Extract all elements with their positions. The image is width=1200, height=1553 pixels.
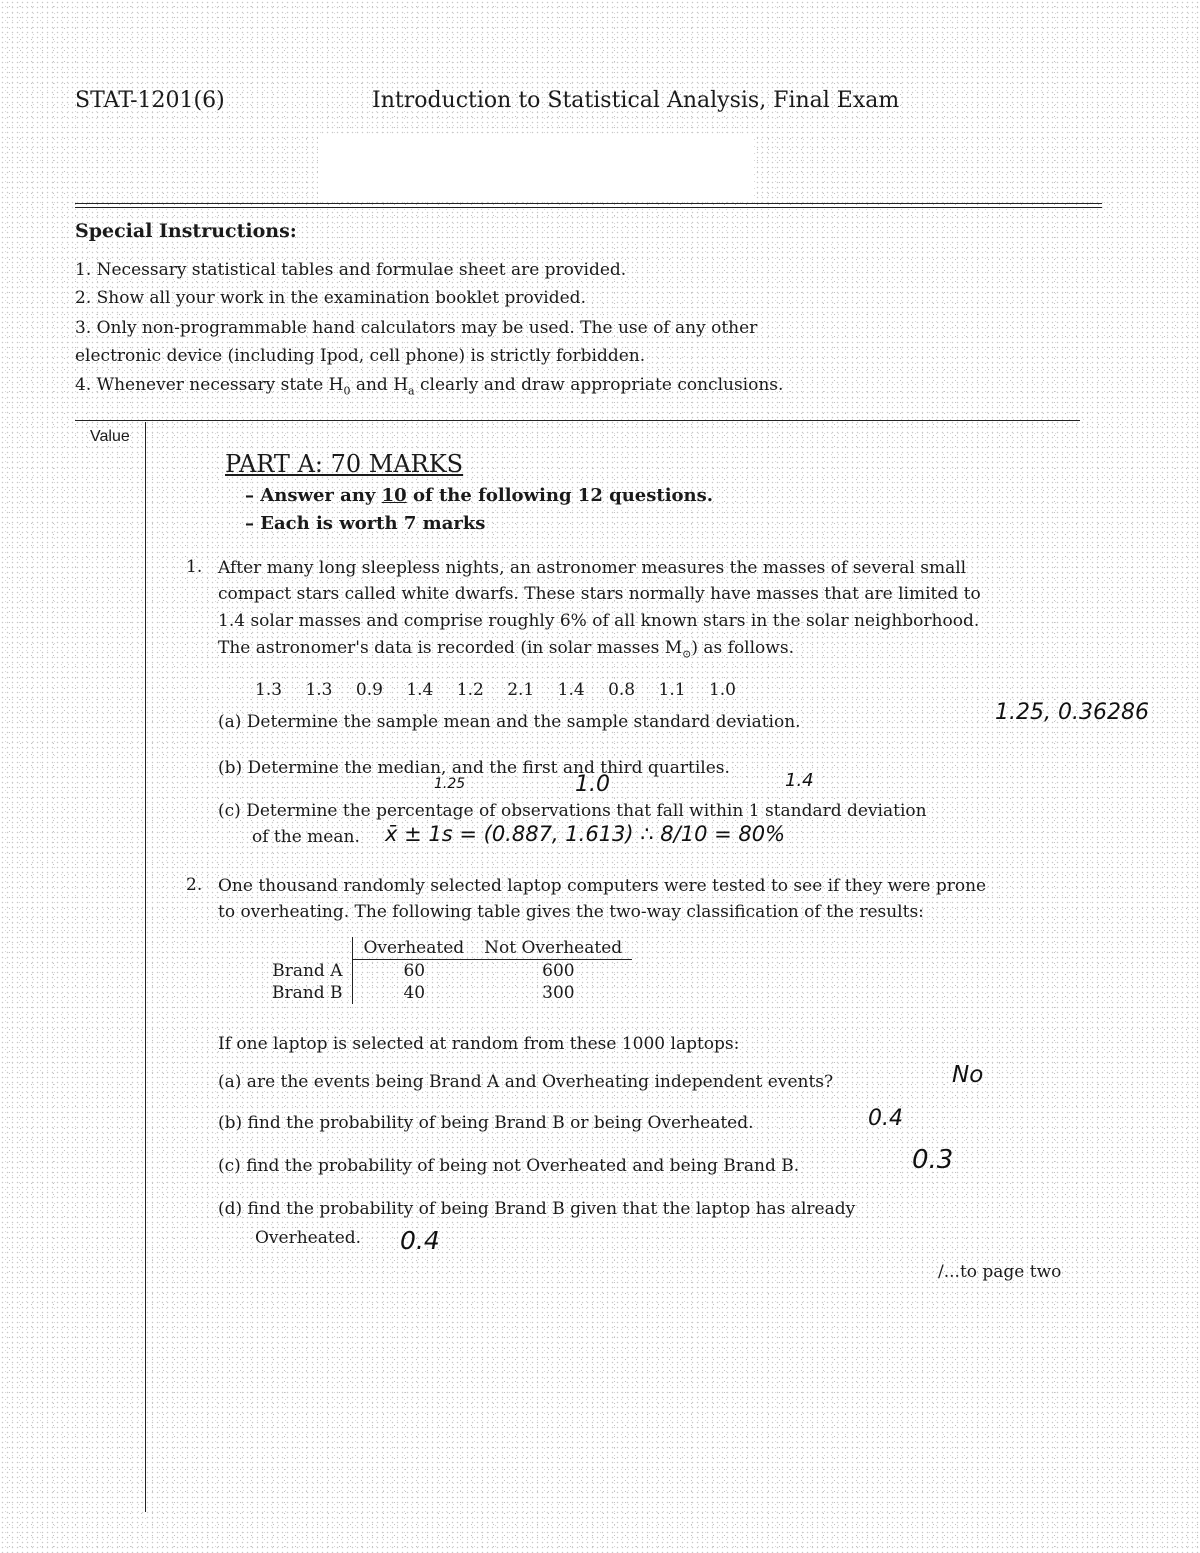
page-continuation-note: /...to page two	[938, 1262, 1062, 1282]
part-a-rule-1: – Answer any 10 of the following 12 questions.	[245, 485, 714, 506]
q1-line-4: The astronomer's data is recorded (in solar masses $M_⊙$) as follows.	[218, 638, 794, 661]
table-row	[262, 960, 632, 983]
q1-part-a: (a) Determine the sample mean and the sample standard deviation.	[218, 712, 801, 732]
value-column-label: Value	[90, 428, 130, 445]
course-code: STAT-1201(6)	[75, 88, 225, 113]
cell-brand-a-overheated: 60	[403, 961, 426, 981]
table-corner	[262, 937, 353, 960]
q2-part-d-cont: Overheated.	[255, 1228, 362, 1248]
q2-part-a: (a) are the events being Brand A and Overheating independent events?	[218, 1072, 834, 1092]
table-header-not-overheated: Not Overheated	[474, 937, 632, 960]
q2-intro: If one laptop is selected at random from these 1000 laptops:	[218, 1034, 740, 1054]
table-header-row	[262, 937, 632, 960]
q1-c-handwritten-answer: x̄ ± 1s = (0.887, 1.613) ∴ 8/10 = 80%	[385, 822, 786, 846]
value-column-line	[145, 422, 146, 1512]
q1-part-c: (c) Determine the percentage of observations that fall within 1 standard deviation	[218, 801, 927, 821]
q1-part-b: (b) Determine the median, and the first and third quartiles.	[218, 758, 730, 778]
instruction-4: 4. Whenever necessary state $H_0$ and $H_a$ clearly and draw appropriate conclusions.	[75, 375, 784, 398]
redacted-area	[318, 135, 754, 201]
instructions-title: Special Instructions:	[75, 220, 297, 242]
part-a-rule-2: – Each is worth 7 marks	[245, 513, 486, 534]
exam-title: Introduction to Statistical Analysis, Final Exam	[372, 88, 900, 113]
q2-two-way-table	[262, 937, 632, 1004]
q2-number: 2.	[186, 875, 203, 895]
row-label-brand-b: Brand B	[262, 982, 353, 1004]
q1-data-values: 1.3 1.3 0.9 1.4 1.2 2.1 1.4 0.8 1.1 1.0	[255, 680, 736, 700]
q1-line-1: After many long sleepless nights, an astronomer measures the masses of several small	[218, 558, 967, 578]
q1-line-2: compact stars called white dwarfs. These stars normally have masses that are limited to	[218, 584, 981, 604]
header-rule-1	[75, 203, 1102, 204]
cell-brand-a-not-overheated: 600	[542, 961, 575, 981]
q2-a-handwritten-answer: No	[952, 1062, 984, 1088]
table-row	[262, 982, 632, 1004]
q1-part-c-cont: of the mean.	[252, 827, 360, 847]
q2-part-b: (b) find the probability of being Brand B or being Overheated.	[218, 1113, 754, 1133]
section-rule	[75, 420, 1080, 421]
cell-brand-b-overheated: 40	[403, 983, 426, 1003]
q1-b-q1-answer: 1.0	[575, 772, 610, 797]
q2-part-d: (d) find the probability of being Brand B given that the laptop has already	[218, 1199, 856, 1219]
q2-c-handwritten-answer: 0.3	[912, 1145, 954, 1175]
q2-line-1: One thousand randomly selected laptop computers were tested to see if they were prone	[218, 876, 987, 896]
cell-brand-b-not-overheated: 300	[542, 983, 575, 1003]
q1-number: 1.	[186, 557, 203, 577]
q2-part-c: (c) find the probability of being not Overheated and being Brand B.	[218, 1156, 800, 1176]
part-a-title: PART A: 70 MARKS	[225, 450, 464, 478]
q2-line-2: to overheating. The following table gives the two-way classification of the results:	[218, 902, 924, 922]
row-label-brand-a: Brand A	[262, 960, 353, 983]
header-rule-2	[75, 207, 1102, 208]
q2-b-handwritten-answer: 0.4	[868, 1106, 903, 1131]
table-header-overheated: Overheated	[353, 937, 474, 960]
q1-b-q3-answer: 1.4	[785, 770, 814, 791]
q2-d-handwritten-answer: 0.4	[400, 1226, 440, 1255]
instruction-3-cont: electronic device (including Ipod, cell phone) is strictly forbidden.	[75, 346, 646, 366]
instruction-2: 2. Show all your work in the examination booklet provided.	[75, 288, 586, 308]
q1-b-median-answer: 1.25	[434, 776, 466, 792]
q1-a-handwritten-answer: 1.25, 0.36286	[995, 700, 1149, 725]
q1-line-3: 1.4 solar masses and comprise roughly 6% of all known stars in the solar neighborhood.	[218, 611, 980, 631]
instruction-1: 1. Necessary statistical tables and formulae sheet are provided.	[75, 260, 627, 280]
instruction-3: 3. Only non-programmable hand calculators may be used. The use of any other	[75, 318, 758, 338]
